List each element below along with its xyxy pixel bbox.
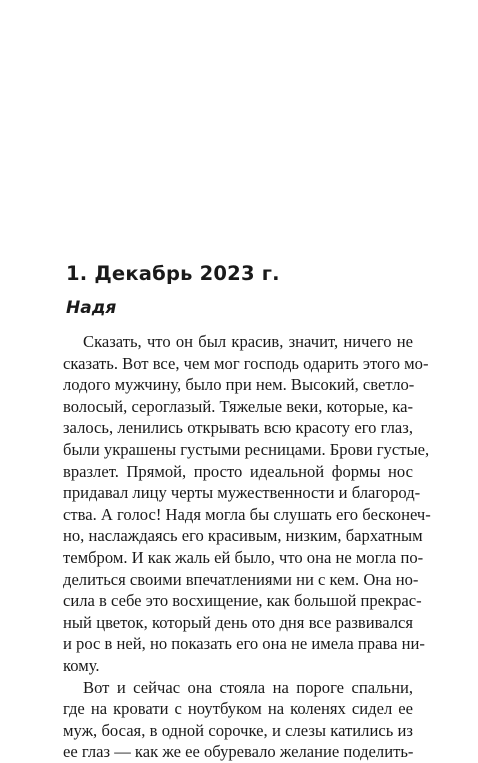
text-line: Сказать, что он был красив, значит, ничего не [83,332,413,351]
text-line: муж, босая, в одной сорочке, и слезы катились из [63,720,413,740]
text-line: сказать. Вот все, чем мог господь одарить этого мо- [63,353,429,373]
chapter-pov-name: Надя [66,298,117,318]
text-line: ства. А голос! Надя могла бы слушать его бесконеч- [63,504,431,524]
chapter-body [63,331,431,763]
text-line: вразлет. Прямой, просто идеальной формы нос [63,461,413,481]
text-line: где на кровати с ноутбуком на коленях сидел ее [63,699,413,719]
text-line: делиться своими впечатлениями ни с кем. Она но- [63,569,419,589]
text-line: Вот и сейчас она стояла на пороге спальни, [83,677,413,697]
text-line: лодого мужчину, было при нем. Высокий, светло- [63,375,415,395]
text-line: ный цветок, который день ото дня все развивался [63,612,413,632]
chapter-title: 1. Декабрь 2023 г. [66,262,280,285]
text-line: тембром. И как жаль ей было, что она не могла по- [63,547,424,567]
text-line: кому. [63,655,100,675]
text-line: волосый, сероглазый. Тяжелые веки, которые, ка- [63,396,413,416]
text-line: но, наслаждаясь его красивым, низким, бархатным [63,526,423,546]
text-line: сила в себе это восхищение, как большой прекрас- [63,591,422,611]
text-line: ее глаз — как же ее обуревало желание поделить- [63,742,414,762]
text-line: были украшены густыми ресницами. Брови густые, [63,439,430,459]
text-line: залось, ленились открывать всю красоту его глаз, [63,418,413,438]
text-line: придавал лицу черты мужественности и благород- [63,483,421,503]
text-line: и рос в ней, но показать его она не имела права ни- [63,634,425,654]
